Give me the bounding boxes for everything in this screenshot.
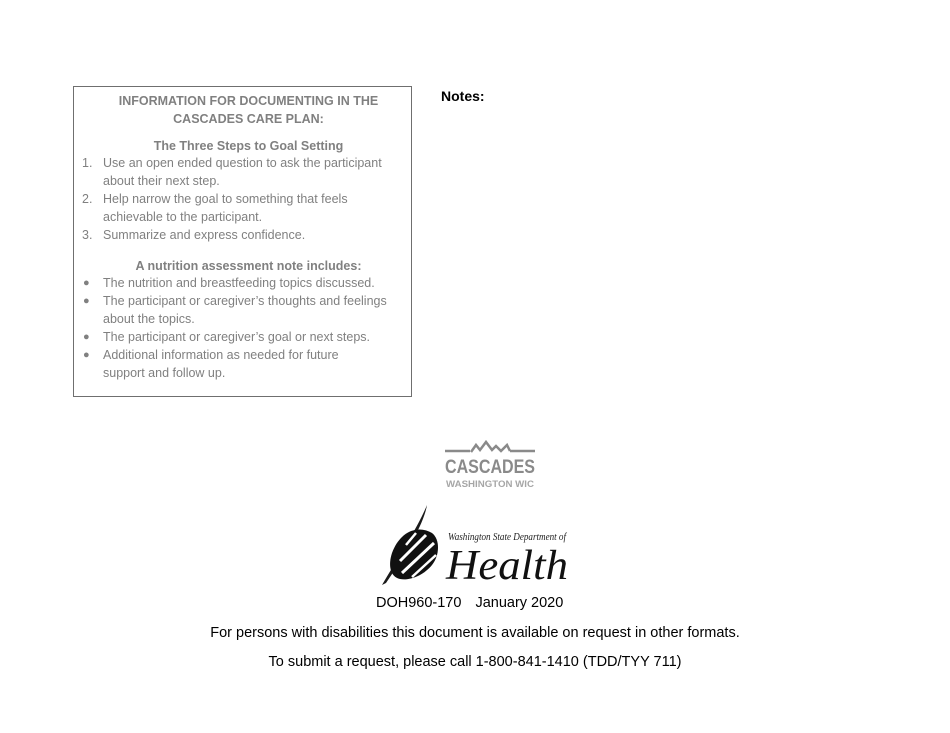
step-text-line: Summarize and express confidence. (103, 228, 306, 242)
list-item (74, 328, 411, 346)
step-text-line: about their next step. (103, 174, 220, 188)
note-text-line: Additional information as needed for future (103, 348, 339, 362)
list-item (74, 226, 411, 244)
doh-logo (380, 503, 572, 587)
bullet-icon: ● (83, 295, 90, 307)
step-text-line: Use an open ended question to ask the participant (103, 156, 382, 170)
cascades-wic-logo (444, 441, 539, 491)
list-item (74, 154, 411, 190)
list-item (74, 190, 411, 226)
assessment-note-list (74, 274, 411, 382)
info-box-title-line: CASCADES CARE PLAN: (173, 112, 324, 126)
cascades-logo-name: CASCADES (445, 457, 535, 478)
step-number: 3. (82, 228, 93, 242)
info-box-title-line: INFORMATION FOR DOCUMENTING IN THE (118, 94, 379, 108)
request-contact-line: To submit a request, please call 1-800-841-1410 (TDD/TYY 711) (268, 654, 682, 670)
note-text-line: The nutrition and breastfeeding topics discussed. (103, 276, 375, 290)
list-item (74, 292, 411, 328)
cascades-logo-tagline: WASHINGTON WIC (446, 479, 535, 490)
note-text-line: The participant or caregiver’s goal or next steps. (103, 330, 371, 344)
documentation-info-box (73, 86, 412, 397)
note-text-line: support and follow up. (103, 366, 226, 380)
bullet-icon: ● (83, 349, 90, 361)
doh-health-text: Health (444, 543, 568, 589)
notes-label: Notes: (441, 88, 485, 104)
goal-steps-list (74, 154, 411, 244)
step-text-line: achievable to the participant. (103, 210, 263, 224)
document-id: DOH960-170 (376, 595, 462, 611)
accessibility-statement: For persons with disabilities this document is available on request in other formats. (210, 625, 740, 641)
note-heading: A nutrition assessment note includes: (135, 259, 362, 273)
feather-icon (382, 505, 438, 585)
note-text-line: about the topics. (103, 312, 195, 326)
note-text-line: The participant or caregiver’s thoughts and feelings (103, 294, 387, 308)
document-date: January 2020 (475, 595, 564, 611)
step-text-line: Help narrow the goal to something that feels (103, 192, 348, 206)
bullet-icon: ● (83, 331, 90, 343)
info-box-title (74, 92, 411, 128)
document-info (376, 594, 563, 612)
list-item (74, 346, 411, 382)
step-number: 1. (82, 156, 93, 170)
step-number: 2. (82, 192, 93, 206)
list-item (74, 274, 411, 292)
doh-department-text: Washington State Department of (448, 532, 568, 543)
bullet-icon: ● (83, 277, 90, 289)
steps-heading: The Three Steps to Goal Setting (153, 139, 344, 153)
